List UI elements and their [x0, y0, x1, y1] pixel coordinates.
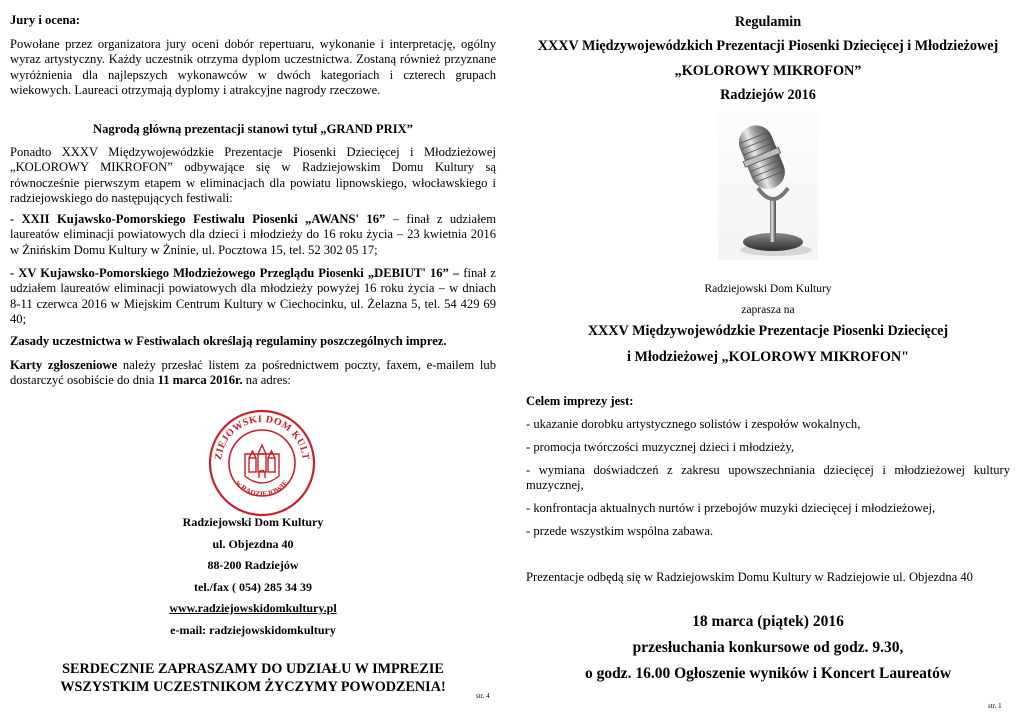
title-regulamin: Regulamin [734, 14, 802, 30]
address-city: 88-200 Radziejów [207, 558, 299, 572]
results-concert: o godz. 16.00 Ogłoszenie wyników i Koncert Laureatów [584, 665, 952, 682]
title-event: XXXV Międzywojewódzkich Prezentacji Piosenki Dziecięcej i Młodzieżowej [537, 38, 999, 54]
address-website-link[interactable]: www.radziejowskidomkultury.pl [169, 601, 337, 615]
grand-prix-text: Nagrodą główną prezentacji stanowi tytuł „GRAND PRIX” [93, 122, 413, 136]
event-line-2: i Młodzieżowej „KOLOROWY MIKROFON" [627, 349, 909, 365]
goal-item: - wymiana doświadczeń z zakresu upowszechniania dziecięcej i młodzieżowej kultury muzycznej, [526, 463, 1010, 493]
goals-heading: Celem imprezy jest: [526, 394, 634, 408]
title-year: Radziejów 2016 [720, 87, 816, 103]
jury-heading: Jury i ocena: [10, 13, 80, 27]
address-name: Radziejowski Dom Kultury [182, 515, 324, 529]
karty-end: na adres: [242, 373, 291, 388]
page-number-left: str. 4 [476, 692, 490, 700]
awans-details: – finał z udziałem laureatów eliminacji powiatowych dla dzieci i młodzieży do 16 roku życia – 23 kwietnia 2016 w Żnińskim Domu Kultury w Żninie, ul. Pocztowa 15, tel. 52 302 05 17; [10, 212, 496, 257]
goal-item: - promocja twórczości muzycznej dzieci i młodzieży, [526, 440, 795, 454]
awans-title: - XXII Kujawsko-Pomorskiego Festiwalu Piosenki „AWANS' 16” [10, 212, 386, 226]
goal-item: - konfrontacja aktualnych nurtów i przebojów muzyki dziecięcej i młodzieżowej, [526, 501, 936, 515]
page-number-right: str. 1 [988, 702, 1002, 710]
event-line-1: XXXV Międzywojewódzkie Prezentacje Piosenki Dziecięcej [587, 323, 949, 339]
goal-item: - przede wszystkim wspólna zabawa. [526, 524, 714, 538]
address-street: ul. Objezdna 40 [212, 537, 294, 551]
ponadto-text: Ponadto XXXV Międzywojewódzkie Prezentacje Piosenki Dziecięcej i Młodzieżowej „KOLOROWY MIKROFON” odbywające się w Radziejowskim Domu Kultury są równocześnie pierwszym etapem w eliminacjach dla powiatu lipnowskiego, włocławskiego i radziejowskiego do następujących festiwali: [10, 145, 496, 206]
address-phone: tel./fax ( 054) 285 34 39 [194, 580, 312, 594]
karty-body: należy przesłać listem za pośrednictwem poczty, faxem, e-mailem lub dostarczyć osobiście do dnia [10, 358, 496, 388]
organizer-name: Radziejowski Dom Kultury [704, 283, 832, 295]
debiut-details: finał z udziałem laureatów eliminacji powiatowych dla młodzieży powyżej 16 roku życia – w dniach 8-11 czerwca 2016 w Miejskim Centrum Kultury w Ciechocinku, ul. Żelazna 5, tel. 54 429 69 40; [10, 266, 497, 327]
debiut-festival [10, 266, 496, 328]
svg-text:w RADZIEJOWIE [234, 478, 290, 498]
event-date: 18 marca (piątek) 2016 [692, 613, 844, 630]
karty-text [10, 358, 496, 389]
invite-line-1: SERDECZNIE ZAPRASZAMY DO UDZIAŁU W IMPREZIE [62, 661, 444, 677]
venue-text: Prezentacje odbędą się w Radziejowskim Domu Kultury w Radziejowie ul. Objezdna 40 [526, 570, 973, 584]
zasady-text: Zasady uczestnictwa w Festiwalach określają regulaminy poszczególnych imprez. [10, 334, 447, 348]
goal-item: - ukazanie dorobku artystycznego solistów i zespołów wokalnych, [526, 417, 861, 431]
stamp-logo-icon [207, 408, 317, 518]
karty-deadline: 11 marca 2016r. [157, 373, 243, 388]
left-page [10, 0, 496, 724]
address-email: e-mail: radziejowskidomkultury [170, 623, 336, 637]
jury-text: Powołane przez organizatora jury oceni dobór repertuaru, wykonanie i interpretację, ogólny wyraz artystyczny. Każdy uczestnik otrzyma dyplom uczestnictwa. Zostaną również przyznane wyróżnienia dla najlepszych wykonawców w dwóch kategoriach i czterech grupach wiekowych. Laureaci otrzymają dyplomy i atrakcyjne nagrody rzeczowe. [10, 37, 496, 98]
auditions-time: przesłuchania konkursowe od godz. 9.30, [632, 639, 904, 656]
right-page [526, 0, 1010, 724]
invite-line-2: WSZYSTKIM UCZESTNIKOM ŻYCZYMY POWODZENIA! [60, 679, 446, 695]
zaprasza-na: zaprasza na [741, 304, 795, 316]
microphone-icon [718, 110, 818, 260]
stamp-top-text: ZIEJOWSKI DOM KULT [213, 413, 311, 461]
awans-festival [10, 212, 496, 258]
karty-label: Karty zgłoszeniowe [10, 358, 118, 372]
debiut-title: - XV Kujawsko-Pomorskiego Młodzieżowego Przeglądu Piosenki „DEBIUT' 16” – [10, 266, 460, 280]
title-mikrofon: „KOLOROWY MIKROFON” [674, 63, 862, 79]
stamp-bottom-text: w RADZIEJOWIE [234, 478, 290, 499]
